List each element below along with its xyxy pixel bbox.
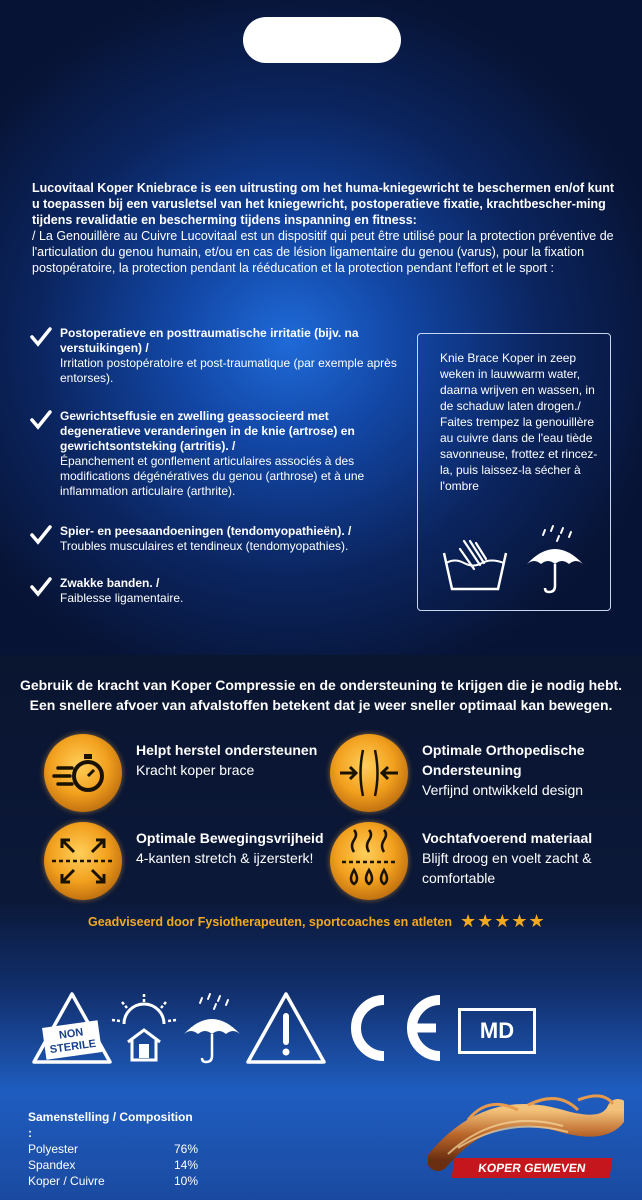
- benefit-title: Spier- en peesaandoeningen (tendomyopathieën). /: [60, 524, 352, 538]
- composition-row: [28, 1173, 198, 1189]
- feature-title: Helpt herstel ondersteunen: [136, 742, 318, 758]
- keep-away-from-sunlight-icon: [106, 990, 182, 1066]
- intro-french: / La Genouillère au Cuivre Lucovitaal est un dispositif qui peut être utilisé pour la protection préventive de l'articulation du genou humain, et/ou en cas de lésion ligamentaire du genou (varus), pour la fixation postopératoire, la protection pendant la rééducation et la protection pendant l'effort et le sport :: [32, 229, 614, 275]
- percent: 76%: [173, 1142, 198, 1156]
- tagline-line-2: Een snellere afvoer van afvalstoffen betekent dat je weer sneller optimaal kan bewegen.: [29, 697, 613, 713]
- benefit-item: [30, 524, 400, 554]
- benefit-desc: Épanchement et gonflement articulaires associés à des modifications dégénératives du genou (arthrose) et à une inflammation articulaire (arthrite).: [60, 454, 365, 498]
- intro-dutch: Lucovitaal Koper Kniebrace is een uitrusting om het huma-kniegewricht te beschermen en/of kunt u toepassen bij een varusletsel van het kniegewricht, postoperatieve fixatie, krachtbescher-ming tijdens revalidatie en bescherming tijdens inspanning en fitness:: [32, 181, 615, 227]
- stretch-arrows-icon: [44, 822, 122, 900]
- benefit-item: [30, 326, 400, 386]
- benefit-title: Zwakke banden. /: [60, 576, 160, 590]
- tagline: [0, 675, 642, 715]
- badge-label: KOPER GEWEVEN: [477, 1161, 587, 1175]
- care-instructions-box: [417, 333, 611, 611]
- advice-line: Geadviseerd door Fysiotherapeuten, sportcoaches en atleten: [88, 915, 452, 929]
- medical-device-icon: [458, 1008, 536, 1054]
- compression-icon: [330, 734, 408, 812]
- feature-desc: Kracht koper brace: [136, 762, 255, 778]
- ce-mark-icon: [336, 990, 446, 1066]
- care-text: Knie Brace Koper in zeep weken in lauwwarm water, daarna wrijven en wassen, in de schaduw laten drogen./ Faites trempez la genouillère au cuivre dans de l'eau tiède savonneuse, frottez et rincez-la, puis laissez-la sécher à l'ombre: [440, 351, 598, 493]
- hang-hole: [243, 17, 401, 63]
- feature-title: Optimale Orthopedische Ondersteuning: [422, 742, 585, 778]
- composition-heading: Samenstelling / Composition :: [28, 1110, 193, 1140]
- benefit-title: Postoperatieve en posttraumatische irritatie (bijv. na verstuikingen) /: [60, 326, 359, 355]
- composition-row: [28, 1141, 198, 1157]
- material: Polyester: [28, 1142, 79, 1156]
- check-icon: [30, 326, 52, 348]
- check-icon: [30, 524, 52, 546]
- feature-title: Vochtafvoerend materiaal: [422, 830, 593, 846]
- umbrella-rain-icon: [523, 524, 587, 596]
- composition-table: [28, 1109, 198, 1189]
- rating-stars: ★★★★★: [460, 911, 546, 931]
- intro-text: [32, 180, 622, 276]
- composition-row: [28, 1157, 198, 1173]
- material: Koper / Cuivre: [28, 1174, 105, 1188]
- feature-title: Optimale Bewegingsvrijheid: [136, 830, 324, 846]
- benefit-desc: Faiblesse ligamentaire.: [60, 591, 184, 605]
- non-sterile-icon: [30, 990, 114, 1066]
- feature-desc: 4-kanten stretch & ijzersterk!: [136, 850, 314, 866]
- percent: 14%: [173, 1158, 198, 1172]
- non-sterile-line-2: STERILE: [49, 1037, 97, 1057]
- benefit-item: [30, 409, 400, 499]
- caution-icon: [244, 990, 328, 1066]
- benefit-desc: Troubles musculaires et tendineux (tendomyopathies).: [60, 539, 349, 553]
- check-icon: [30, 409, 52, 431]
- speed-recovery-icon: [44, 734, 122, 812]
- check-icon: [30, 576, 52, 598]
- moisture-wicking-icon: [330, 822, 408, 900]
- benefit-item: [30, 576, 400, 606]
- benefit-title: Gewrichtseffusie en zwelling geassocieerd met degeneratieve veranderingen in de knie (artrose) en gewrichtsontsteking (artritis). /: [60, 409, 355, 453]
- benefit-desc: Irritation postopératoire et post-traumatique (par exemple après entorses).: [60, 356, 397, 385]
- koper-geweven-badge: [452, 1158, 613, 1178]
- feature-desc: Verfijnd ontwikkeld design: [422, 782, 584, 798]
- keep-dry-icon: [180, 990, 244, 1066]
- hand-wash-icon: [440, 539, 510, 595]
- feature-desc: Blijft droog en voelt zacht & comfortable: [422, 850, 592, 886]
- percent: 10%: [173, 1174, 198, 1188]
- material: Spandex: [28, 1158, 76, 1172]
- md-label: MD: [479, 1018, 515, 1043]
- non-sterile-line-1: NON: [58, 1026, 85, 1042]
- tagline-line-1: Gebruik de kracht van Koper Compressie en de ondersteuning te krijgen die je nodig hebt.: [19, 677, 623, 693]
